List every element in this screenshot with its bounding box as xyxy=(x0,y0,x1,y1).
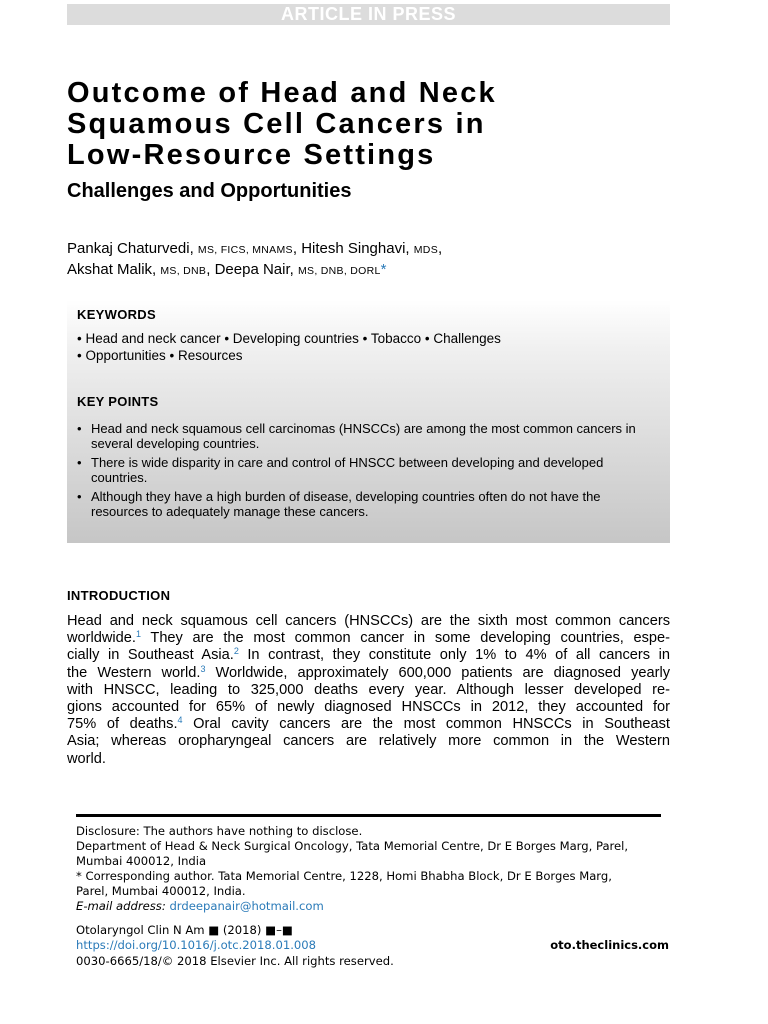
email-label: E-mail address: xyxy=(76,899,166,913)
doi-link[interactable]: https://doi.org/10.1016/j.otc.2018.01.008 xyxy=(76,938,317,952)
author-credentials: MS, FICS, MNAMS xyxy=(197,244,293,256)
introduction-heading: INTRODUCTION xyxy=(67,588,171,603)
author-name: Akshat Malik, xyxy=(67,261,157,278)
email-link[interactable]: drdeepanair@hotmail.com xyxy=(169,899,324,913)
author-credentials: MDS xyxy=(413,244,438,256)
corresponding-author-line: * Corresponding author. Tata Memorial Centre, 1228, Homi Bhabha Block, Dr E Borges Marg, xyxy=(76,869,612,883)
key-point-text: Head and neck squamous cell carcinomas (HNSCCs) are among the most common cancers in several developing countries. xyxy=(91,421,636,451)
key-point-item xyxy=(77,421,657,451)
journal-website[interactable]: oto.theclinics.com xyxy=(550,938,669,952)
text-line: gions accounted for 65% of newly diagnosed HNSCCs in 2012, they accounted for xyxy=(67,699,670,716)
text-run: worldwide. xyxy=(67,630,136,647)
keywords-keypoints-box xyxy=(67,300,670,543)
bullet-icon: • xyxy=(77,489,82,504)
author-list xyxy=(67,239,687,281)
journal-citation: Otolaryngol Clin N Am ■ (2018) ■–■ xyxy=(76,923,293,937)
author-line: Pankaj Chaturvedi, MS, FICS, MNAMS, Hitesh Singhavi, MDS, xyxy=(67,240,443,257)
keywords-line: • Head and neck cancer • Developing countries • Tobacco • Challenges xyxy=(77,331,501,346)
text-line: with HNSCC, leading to 325,000 deaths every year. Although lesser developed re- xyxy=(67,681,670,698)
title-line: Low-Resource Settings xyxy=(67,139,436,171)
key-point-item xyxy=(77,489,657,519)
corresponding-author-line: Parel, Mumbai 400012, India. xyxy=(76,884,246,898)
author-credentials: MS, DNB xyxy=(160,265,207,277)
key-point-text: There is wide disparity in care and control of HNSCC between developing and developed countries. xyxy=(91,455,604,485)
reference-link[interactable]: 3 xyxy=(200,663,206,674)
copyright-line: 0030-6665/18/© 2018 Elsevier Inc. All rights reserved. xyxy=(76,954,394,968)
text-line xyxy=(67,647,670,664)
footnote-divider xyxy=(76,814,661,817)
title-line: Squamous Cell Cancers in xyxy=(67,108,486,140)
author-name: Hitesh Singhavi, xyxy=(301,240,410,257)
reference-link[interactable]: 2 xyxy=(233,646,239,657)
author-name: Pankaj Chaturvedi, xyxy=(67,240,194,257)
text-line xyxy=(67,716,670,733)
text-run: Worldwide, approximately 600,000 patients are diagnosed yearly xyxy=(205,664,670,681)
affiliation-line: Mumbai 400012, India xyxy=(76,854,207,868)
bullet-icon: • xyxy=(77,455,82,470)
text-line: world. xyxy=(67,750,106,767)
text-line xyxy=(67,630,670,647)
text-line: Head and neck squamous cell cancers (HNSCCs) are the sixth most common cancers xyxy=(67,613,670,629)
introduction-paragraph xyxy=(67,613,670,768)
author-name: Deepa Nair, xyxy=(214,261,294,278)
keywords-line: • Opportunities • Resources xyxy=(77,348,243,363)
corresponding-author-mark[interactable]: * xyxy=(380,261,387,278)
bullet-icon: • xyxy=(77,421,82,436)
key-point-text: Although they have a high burden of disease, developing countries often do not have the resources to adequately manage these cancers. xyxy=(91,489,601,519)
reference-link[interactable]: 4 xyxy=(177,715,183,726)
disclosure-note: Disclosure: The authors have nothing to disclose. xyxy=(76,824,363,838)
article-subtitle: Challenges and Opportunities xyxy=(67,180,352,202)
title-line: Outcome of Head and Neck xyxy=(67,77,497,109)
text-run: Oral cavity cancers are the most common HNSCCs in Southeast xyxy=(182,716,670,733)
key-point-item xyxy=(77,455,657,485)
key-points-heading: KEY POINTS xyxy=(77,394,159,409)
text-line xyxy=(67,665,670,682)
article-title xyxy=(67,78,687,171)
keywords-heading: KEYWORDS xyxy=(77,307,156,322)
text-line: Asia; whereas oropharyngeal cancers are relatively more common in the Western xyxy=(67,733,670,750)
author-line: Akshat Malik, MS, DNB, Deepa Nair, MS, DNB, DORL* xyxy=(67,261,387,278)
email-line xyxy=(76,899,676,914)
text-run: They are the most common cancer in some developing countries, espe- xyxy=(140,630,670,647)
text-run: In contrast, they constitute only 1% to 4% of all cancers in xyxy=(238,647,670,664)
author-credentials: MS, DNB, DORL xyxy=(297,265,381,277)
text-run: the Western world. xyxy=(67,664,201,681)
reference-link[interactable]: 1 xyxy=(135,629,141,640)
text-run: 75% of deaths. xyxy=(67,716,178,733)
article-in-press-banner: ARTICLE IN PRESS xyxy=(67,4,670,25)
affiliation-line: Department of Head & Neck Surgical Oncology, Tata Memorial Centre, Dr E Borges Marg, Parel, xyxy=(76,839,629,853)
text-run: cially in Southeast Asia. xyxy=(67,647,234,664)
